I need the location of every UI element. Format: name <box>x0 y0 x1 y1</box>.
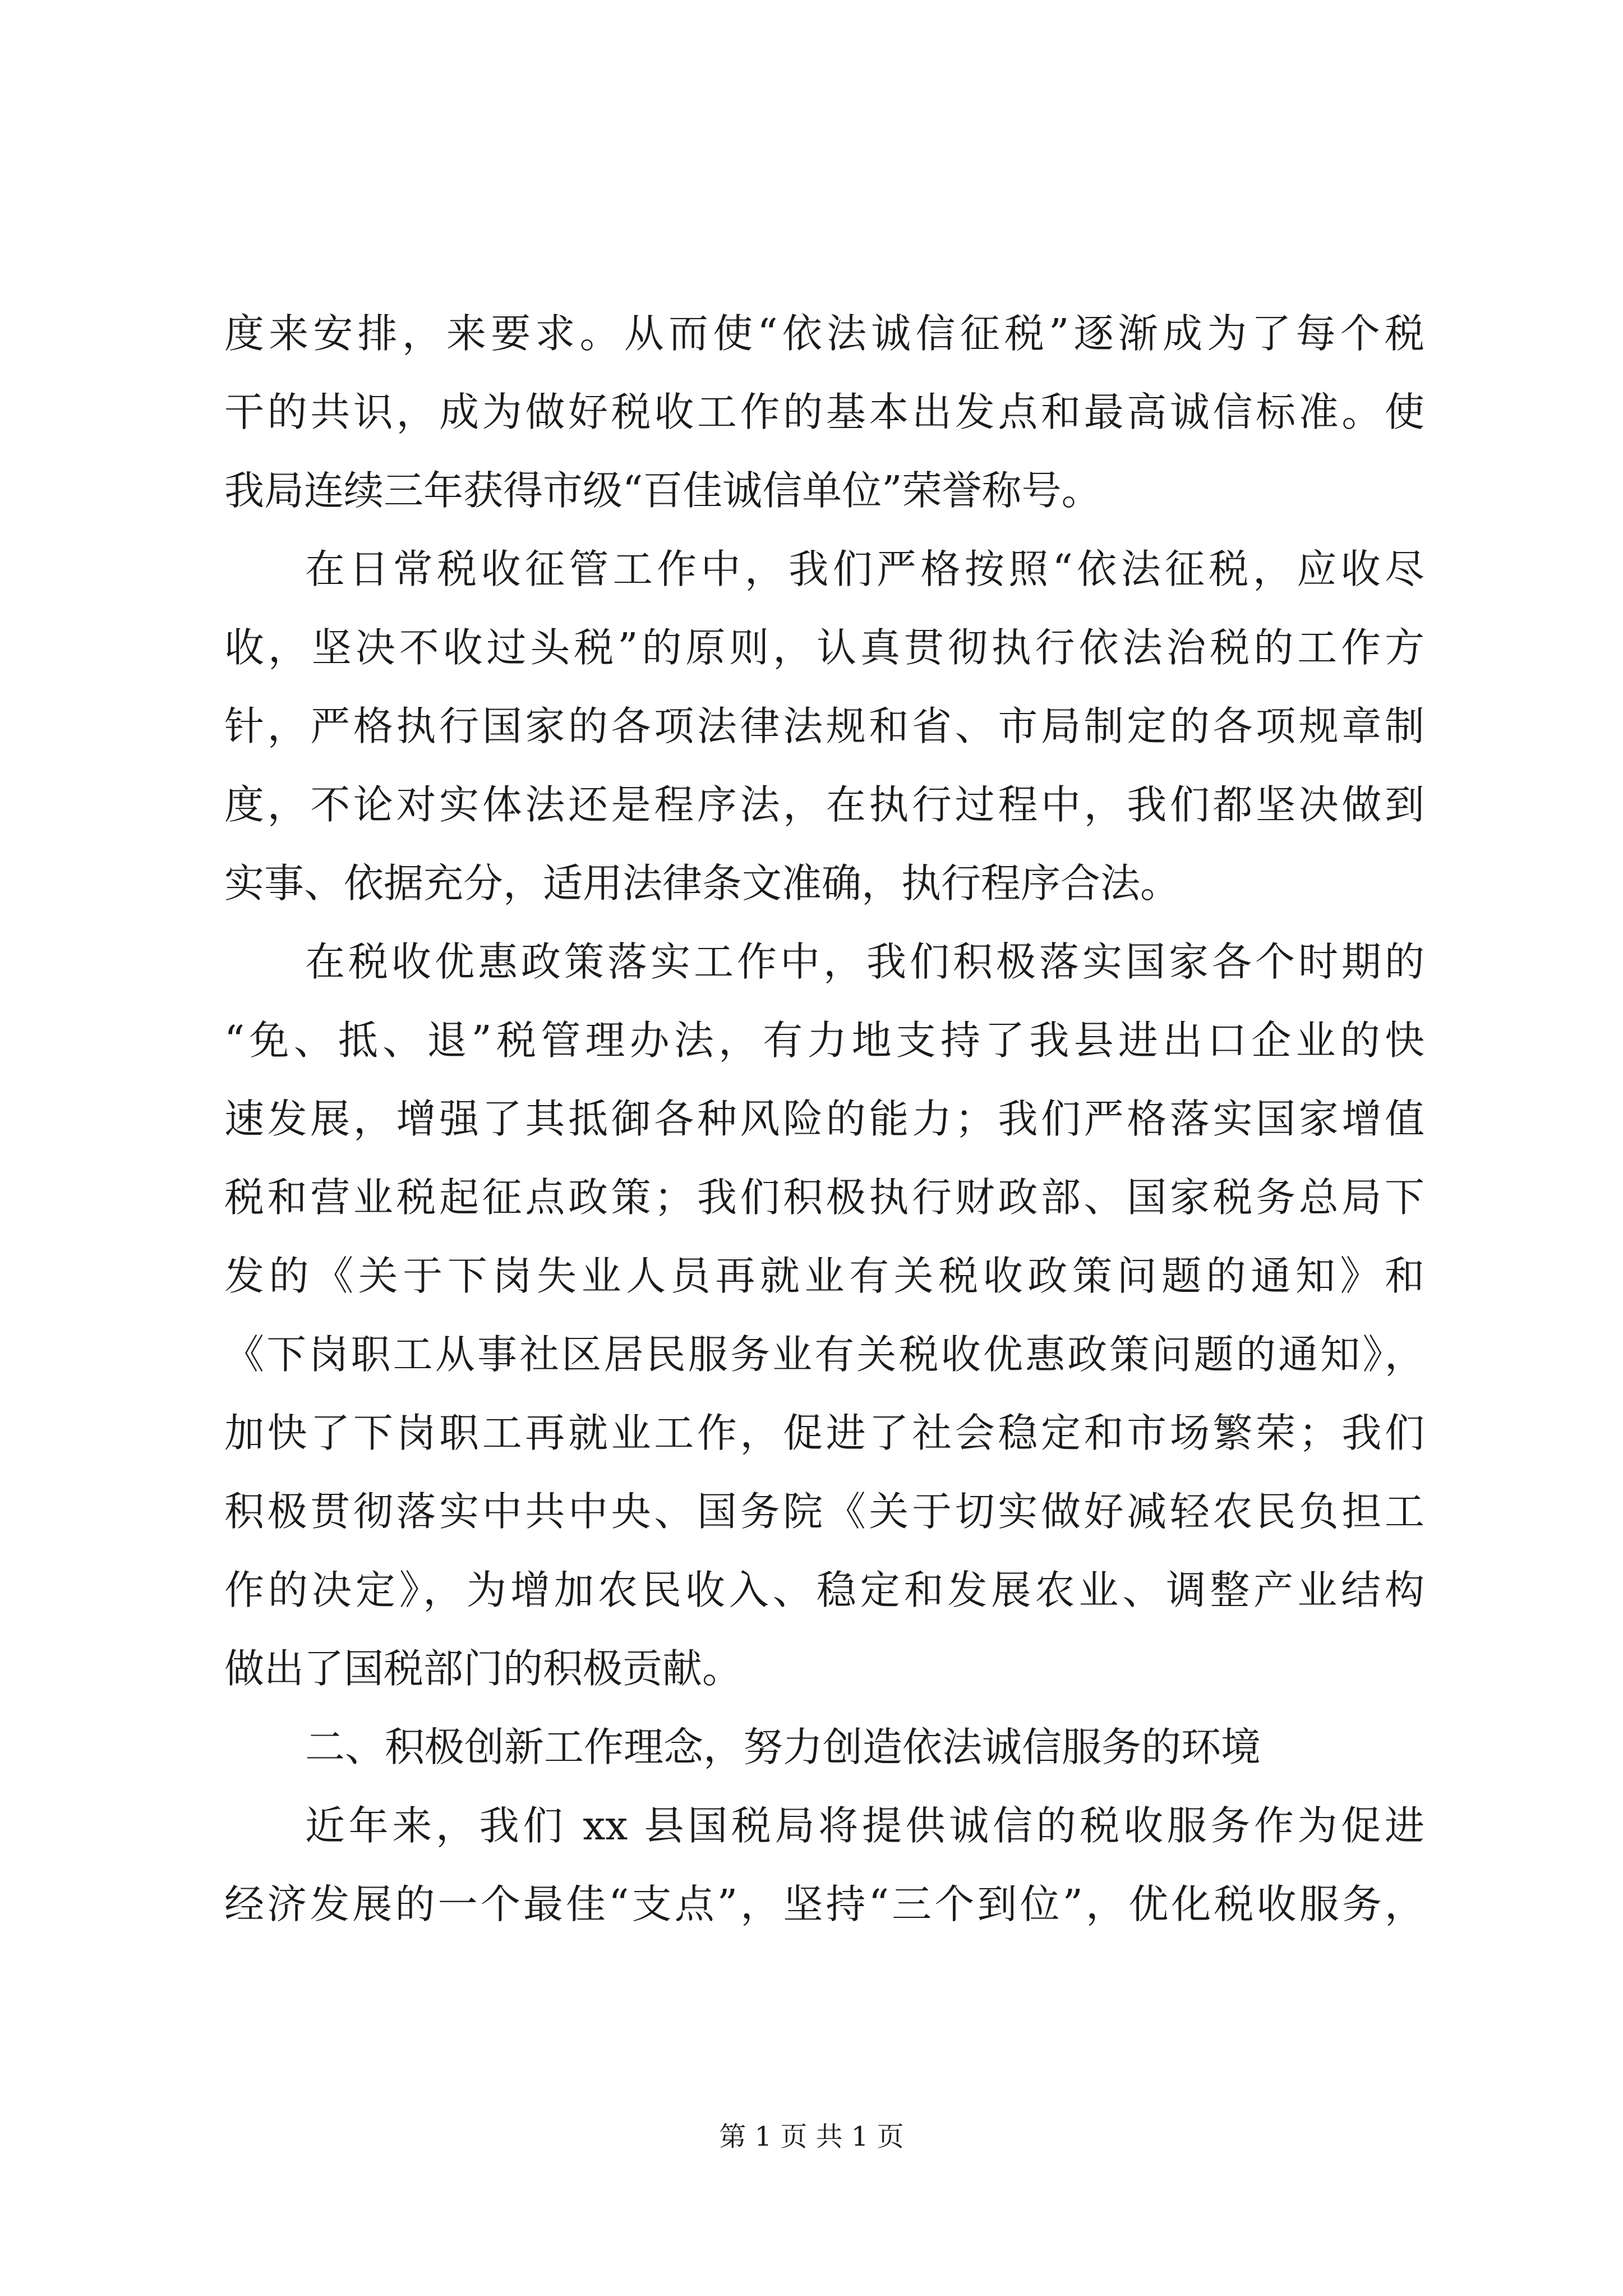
text-line: 经济发展的一个最佳“支点”，坚持“三个到位”，优化税收服务， <box>224 1881 1424 1927</box>
text-line: 针，严格执行国家的各项法律法规和省、市局制定的各项规章制 <box>224 703 1424 749</box>
text-line: 在日常税收征管工作中，我们严格按照“依法征税，应收尽 <box>305 546 1424 592</box>
text-line: 积极贯彻落实中共中央、国务院《关于切实做好减轻农民负担工 <box>224 1488 1424 1535</box>
text-line: 度来安排，来要求。从而使“依法诚信征税”逐渐成为了每个税 <box>224 310 1424 357</box>
text-line: 干的共识，成为做好税收工作的基本出发点和最高诚信标准。使 <box>224 389 1424 435</box>
text-line: 做出了国税部门的积极贡献。 <box>224 1645 743 1692</box>
body-text <box>224 295 1424 1944</box>
text-line: 在税收优惠政策落实工作中，我们积极落实国家各个时期的 <box>305 938 1424 985</box>
text-line: 发的《关于下岗失业人员再就业有关税收政策问题的通知》和 <box>224 1253 1424 1299</box>
text-line: 《下岗职工从事社区居民服务业有关税收优惠政策问题的通知》， <box>224 1331 1424 1378</box>
text-line: 我局连续三年获得市级“百佳诚信单位”荣誉称号。 <box>224 467 1101 514</box>
text-line: 度，不论对实体法还是程序法，在执行过程中，我们都坚决做到 <box>224 781 1424 828</box>
text-line: 加快了下岗职工再就业工作，促进了社会稳定和市场繁荣；我们 <box>224 1410 1424 1456</box>
page-footer: 第 1 页 共 1 页 <box>719 2121 904 2152</box>
text-line: 实事、依据充分，适用法律条文准确，执行程序合法。 <box>224 860 1181 907</box>
text-line: “免、抵、退”税管理办法，有力地支持了我县进出口企业的快 <box>224 1017 1424 1064</box>
text-line: 二、积极创新工作理念，努力创造依法诚信服务的环境 <box>305 1724 1261 1770</box>
text-line: 速发展，增强了其抵御各种风险的能力；我们严格落实国家增值 <box>224 1096 1424 1142</box>
text-line: 近年来，我们 xx 县国税局将提供诚信的税收服务作为促进 <box>305 1802 1424 1849</box>
text-line: 收，坚决不收过头税”的原则，认真贯彻执行依法治税的工作方 <box>224 624 1424 671</box>
text-line: 作的决定》，为增加农民收入、稳定和发展农业、调整产业结构 <box>224 1567 1424 1613</box>
text-line: 税和营业税起征点政策；我们积极执行财政部、国家税务总局下 <box>224 1174 1424 1221</box>
